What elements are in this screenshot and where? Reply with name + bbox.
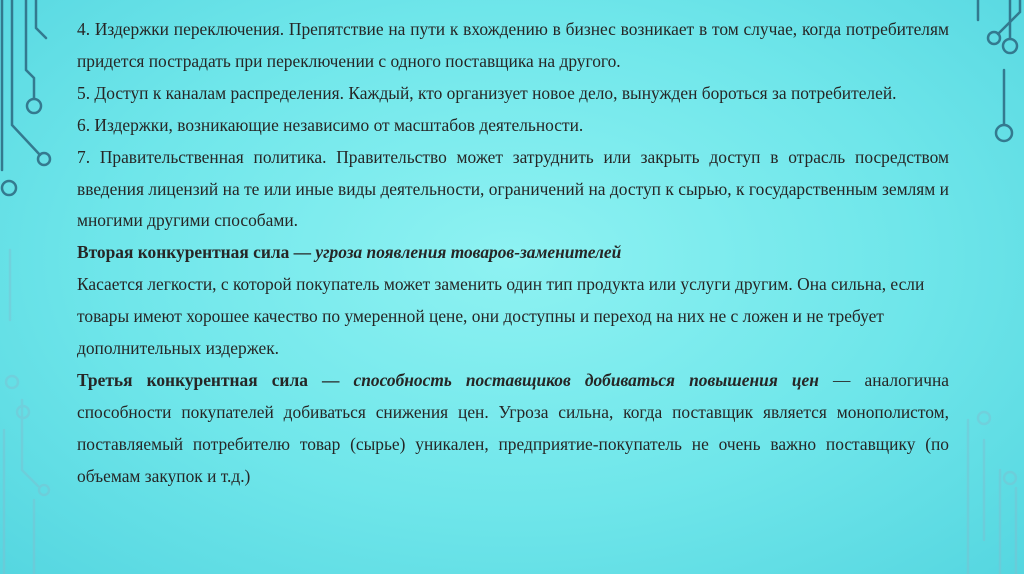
second-force-title: угроза появления товаров-заменителей	[315, 242, 622, 263]
paragraph-switching-costs: 4. Издержки переключения. Препятствие на пути к вхождению в бизнес возникает в том случае, когда потребителям придется пострадать при переключении с одного поставщика на другого.	[77, 19, 949, 71]
paragraph-government-policy: 7. Правительственная политика. Правительство может затруднить или закрыть доступ в отрасль посредством введения лицензий на те или иные виды деятельности, ограничений на доступ к сырью, к государственным землям и многими другими способами.	[77, 146, 949, 231]
paragraph-second-force: Касается легкости, с которой покупатель может заменить один тип продукта или услуги другим. Она сильна, если товары имеют хорошее качество по умеренной цене, они доступны и переход на них не с ложен и не требует дополнительных издержек.	[77, 274, 925, 359]
paragraph-third-force	[77, 365, 949, 493]
paragraph-distribution-access: 5. Доступ к каналам распределения. Каждый, кто организует новое дело, вынужден бороться за потребителей.	[77, 82, 897, 103]
right-circuit-decoration	[954, 0, 1024, 574]
third-force-label: Третья конкурентная сила —	[77, 369, 354, 390]
second-force-label: Вторая конкурентная сила —	[77, 242, 316, 263]
paragraph-scale-independent-costs: 6. Издержки, возникающие независимо от масштабов деятельности.	[77, 114, 584, 135]
left-circuit-decoration	[0, 0, 70, 574]
heading-second-force	[77, 237, 949, 269]
third-force-body: — аналогична способности покупателей добиваться снижения цен. Угроза сильна, когда поставщик является монополистом, поставляемый потребителю товар (сырье) уникален, предприятие-покупатель не очень важно поставщику (по объемам закупок и т.д.)	[77, 369, 949, 486]
third-force-title: способность поставщиков добиваться повышения цен	[353, 369, 819, 390]
slide-content	[77, 14, 949, 493]
